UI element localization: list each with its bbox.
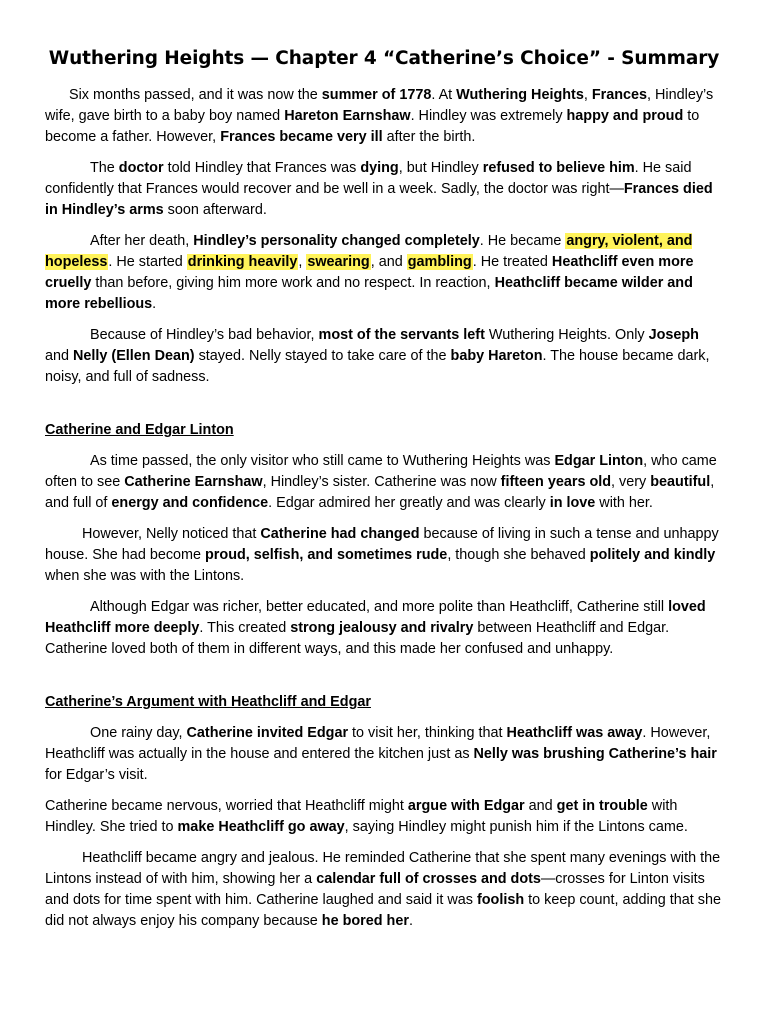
paragraph: As time passed, the only visitor who still came to Wuthering Heights was Edgar Linton, who came often to see Catherine Earnshaw, Hindley’s sister. Catherine was now fifteen years old, very beautiful, and full of energy and confidence. Edgar admired her greatly and was clearly in love with her. [45,453,717,511]
highlighted-text: drinking heavily [187,254,298,270]
bold-text: Heathcliff was away [506,725,643,741]
paragraph: After her death, Hindley’s personality changed completely. He became angry, violent, and hopeless. He started drinking heavily, swearing, and gambling. He treated Heathcliff even more cruelly than before, giving him more work and no respect. In reaction, Heathcliff became wilder and more rebellious. [45,233,694,312]
paragraph: Catherine became nervous, worried that Heathcliff might argue with Edgar and get in trouble with Hindley. She tried to make Heathcliff go away, saying Hindley might punish him if the Lintons came. [45,798,688,835]
bold-text: Nelly (Ellen Dean) [73,348,195,364]
bold-text: Heathcliff became wilder and more rebellious [45,275,693,312]
bold-text: baby Hareton [450,348,543,364]
paragraph: Although Edgar was richer, better educated, and more polite than Heathcliff, Catherine still loved Heathcliff more deeply. This created strong jealousy and rivalry between Heathcliff and Edgar. Catherine loved both of them in different ways, and this made her confused and unhappy. [45,599,706,657]
bold-text: Nelly was brushing Catherine’s hair [473,746,717,762]
highlighted-text: gambling [407,254,472,270]
bold-text: Frances [591,87,648,103]
bold-text: Edgar Linton [554,453,644,469]
bold-text: Catherine invited Edgar [186,725,349,741]
bold-text: most of the servants left [318,327,485,343]
bold-text: refused to believe him [482,160,635,176]
bold-text: in love [549,495,596,511]
bold-text: proud, selfish, and sometimes rude [205,547,448,563]
bold-text: calendar full of crosses and dots [316,871,541,887]
bold-text: energy and confidence [111,495,269,511]
bold-text: dying [360,160,399,176]
page-title: Wuthering Heights — Chapter 4 “Catherine’s Choice” - Summary [48,48,720,69]
bold-text: get in trouble [556,798,648,814]
bold-text: Heathcliff even more cruelly [45,254,694,291]
bold-text: Catherine had changed [260,526,420,542]
paragraph: However, Nelly noticed that Catherine had changed because of living in such a tense and unhappy house. She had become proud, selfish, and sometimes rude, though she behaved politely and kindly when she was with the Lintons. [45,526,719,584]
paragraph: One rainy day, Catherine invited Edgar to visit her, thinking that Heathcliff was away. However, Heathcliff was actually in the house and entered the kitchen just as Nelly was brushing Catherine’s hair for Edgar’s visit. [45,725,717,783]
bold-text: Hareton Earnshaw [284,108,411,124]
paragraph: Heathcliff became angry and jealous. He reminded Catherine that she spent many evenings with the Lintons instead of with him, showing her a calendar full of crosses and dots—crosses for Linton visits and dots for time spent with him. Catherine laughed and said it was foolish to keep count, adding that she did not always enjoy his company because he bored her. [45,850,721,929]
bold-text: happy and proud [566,108,684,124]
bold-text: fifteen years old [500,474,612,490]
bold-text: beautiful [650,474,711,490]
bold-text: Catherine Earnshaw [124,474,263,490]
bold-text: summer of 1778 [321,87,432,103]
bold-text: Frances died in Hindley’s arms [45,181,713,218]
bold-text: Hindley’s personality changed completely [193,233,480,249]
bold-text: make Heathcliff go away [177,819,345,835]
bold-text: strong jealousy and rivalry [290,620,474,636]
bold-text: argue with Edgar [407,798,525,814]
paragraph: The doctor told Hindley that Frances was dying, but Hindley refused to believe him. He said confidently that Frances would recover and be well in a week. Sadly, the doctor was right—Frances died in Hindley’s arms soon afterward. [45,160,713,218]
bold-text: loved Heathcliff more deeply [45,599,706,636]
paragraph: Because of Hindley’s bad behavior, most of the servants left Wuthering Heights. Only Joseph and Nelly (Ellen Dean) stayed. Nelly stayed to take care of the baby Hareton. The house became dark, noisy, and full of sadness. [45,327,710,385]
bold-text: Joseph [648,327,699,343]
bold-text: politely and kindly [589,547,716,563]
paragraph: Six months passed, and it was now the summer of 1778. At Wuthering Heights, Frances, Hindley’s wife, gave birth to a baby boy named Hareton Earnshaw. Hindley was extremely happy and proud to become a father. However, Frances became very ill after the birth. [45,87,714,145]
bold-text: Frances became very ill [220,129,383,145]
highlighted-text: swearing [307,254,370,270]
bold-text: doctor [118,160,164,176]
bold-text: foolish [476,892,525,908]
bold-text: Wuthering Heights [456,87,584,103]
section-heading: Catherine’s Argument with Heathcliff and Edgar [45,694,371,710]
section-heading: Catherine and Edgar Linton [45,422,234,438]
bold-text: he bored her [321,913,409,929]
highlighted-text: angry, violent, and hopeless [45,233,693,270]
